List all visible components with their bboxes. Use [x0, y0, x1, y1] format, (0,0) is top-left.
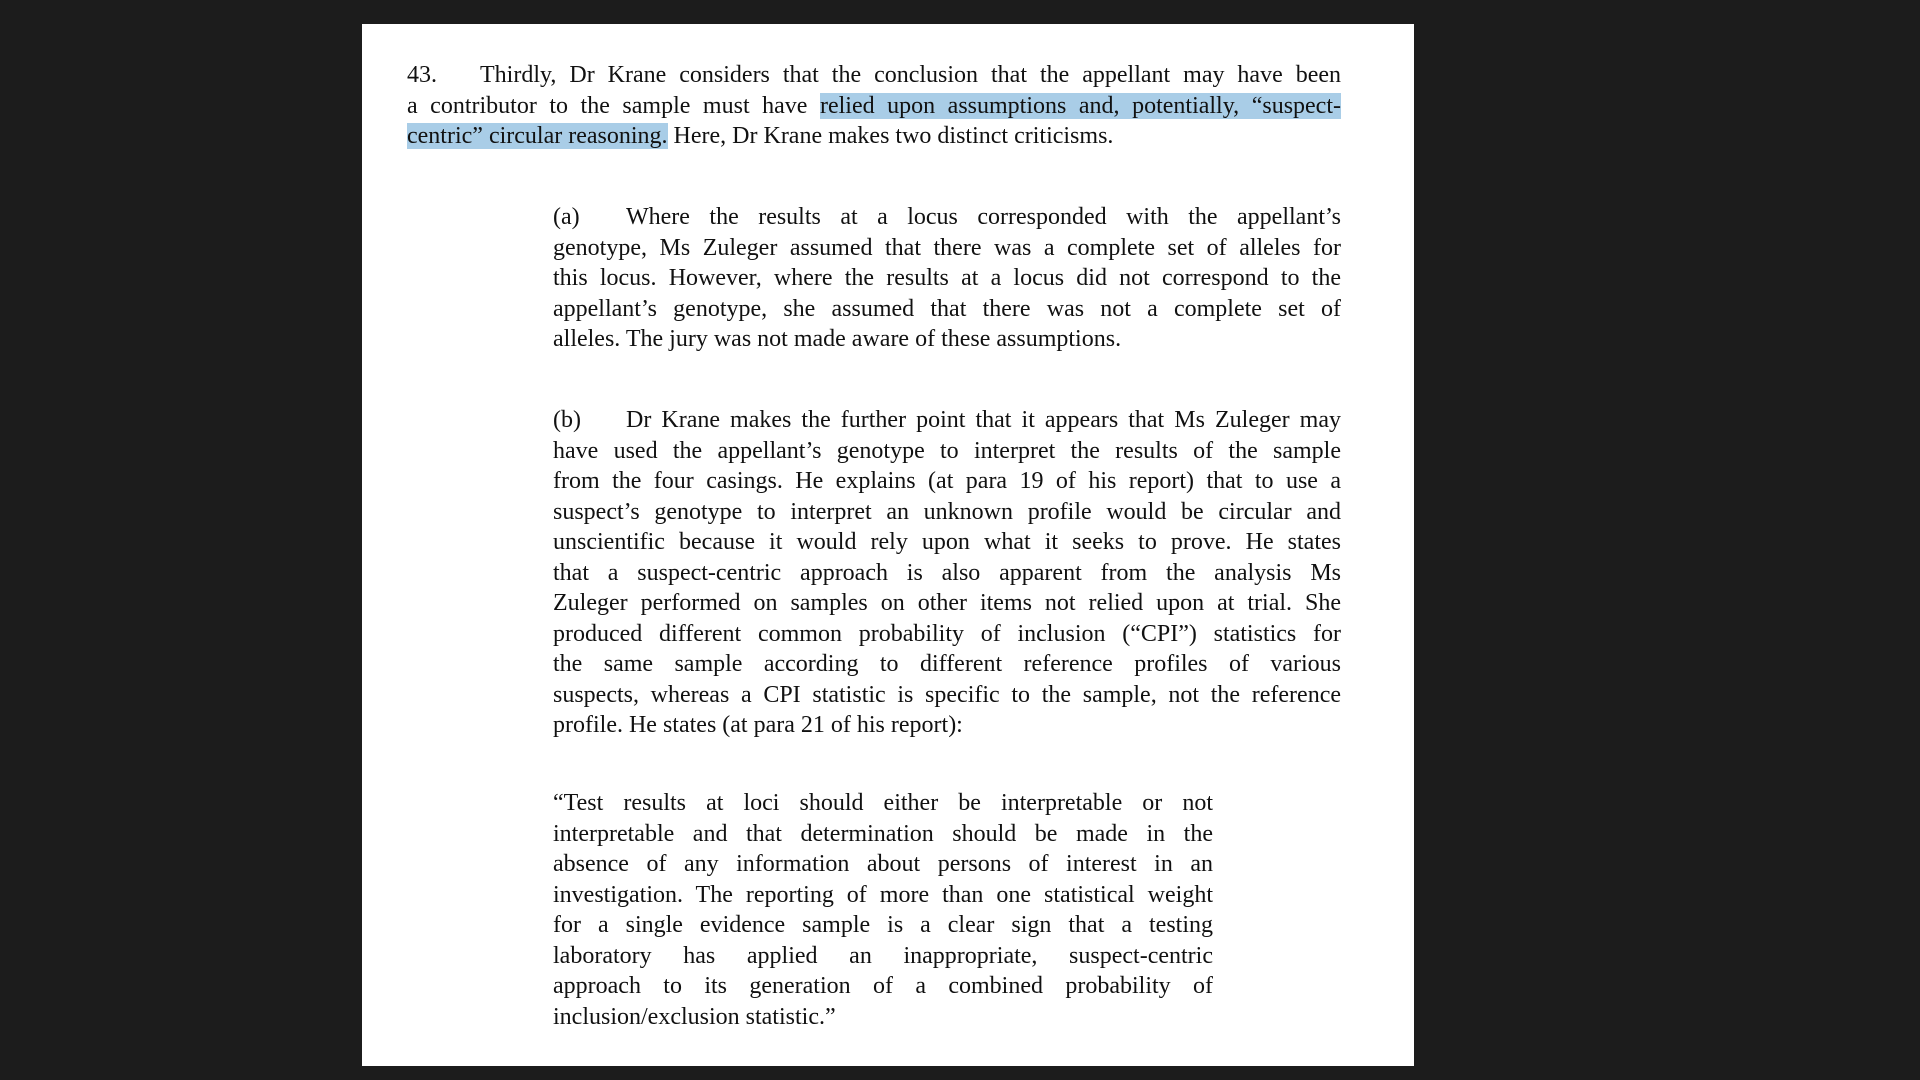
quote-line: laboratory has applied an inappropriate, suspect-centric [553, 942, 1213, 969]
quote-line: interpretable and that determination should be made in the [553, 820, 1213, 847]
paragraph-43-line-1-text: Thirdly, Dr Krane considers that the conclusion that the appellant may have been [480, 62, 1341, 88]
item-a-line: genotype, Ms Zuleger assumed that there was a complete set of alleles for [553, 234, 1341, 261]
item-a-line: this locus. However, where the results at a locus did not correspond to the [553, 265, 1341, 291]
item-b-line: suspect’s genotype to interpret an unknown profile would be circular and [553, 498, 1341, 525]
highlighted-text[interactable]: relied upon assumptions and, potentially, “suspect- [819, 92, 1341, 119]
highlighted-text[interactable]: centric” circular reasoning. [407, 123, 668, 149]
item-b-line: unscientific because it would rely upon what it seeks to prove. He states [553, 529, 1341, 555]
document-page [362, 24, 1414, 1066]
paragraph-43-line-3-text: Here, Dr Krane makes two distinct criticisms. [667, 123, 1114, 149]
item-b-line [553, 405, 1341, 436]
item-b-line: have used the appellant’s genotype to interpret the results of the sample [553, 437, 1341, 464]
item-b-line: suspects, whereas a CPI statistic is specific to the sample, not the reference [553, 681, 1341, 708]
item-a-line: alleles. The jury was not made aware of these assumptions. [553, 326, 1122, 352]
paragraph-43-line-2 [407, 91, 1341, 122]
paragraph-43-line-2-text: a contributor to the sample must have [407, 92, 820, 119]
item-a-line: appellant’s genotype, she assumed that there was not a complete set of [553, 295, 1341, 322]
item-b-line: from the four casings. He explains (at para 19 of his report) that to use a [553, 468, 1341, 494]
sub-paragraph-a [553, 202, 1341, 355]
item-b-line: profile. He states (at para 21 of his report): [553, 712, 963, 738]
quote-line: absence of any information about persons of interest in an [553, 851, 1213, 877]
item-b-line: Zuleger performed on samples on other items not relied upon at trial. She [553, 590, 1341, 616]
item-b-label: (b) [553, 407, 581, 433]
paragraph-number: 43. [407, 62, 437, 88]
paragraph-43-line-3 [407, 121, 1341, 152]
item-b-line-text: Dr Krane makes the further point that it appears that Ms Zuleger may [626, 407, 1341, 433]
item-b-line: produced different common probability of inclusion (“CPI”) statistics for [553, 620, 1341, 647]
quote-line: “Test results at loci should either be interpretable or not [553, 790, 1213, 816]
paragraph-43 [407, 60, 1341, 152]
sub-paragraph-b [553, 405, 1341, 741]
item-a-line [553, 202, 1341, 233]
paragraph-43-line-1 [407, 60, 1341, 91]
quote-line: approach to its generation of a combined probability of [553, 973, 1213, 999]
item-b-line: the same sample according to different reference profiles of various [553, 651, 1341, 677]
block-quote [553, 788, 1213, 1032]
item-a-line-text: Where the results at a locus corresponded with the appellant’s [626, 204, 1341, 230]
quote-line: investigation. The reporting of more than one statistical weight [553, 881, 1213, 908]
item-b-line: that a suspect-centric approach is also apparent from the analysis Ms [553, 559, 1341, 586]
quote-line: for a single evidence sample is a clear sign that a testing [553, 912, 1213, 938]
quote-line: inclusion/exclusion statistic.” [553, 1003, 836, 1030]
item-a-label: (a) [553, 204, 580, 230]
